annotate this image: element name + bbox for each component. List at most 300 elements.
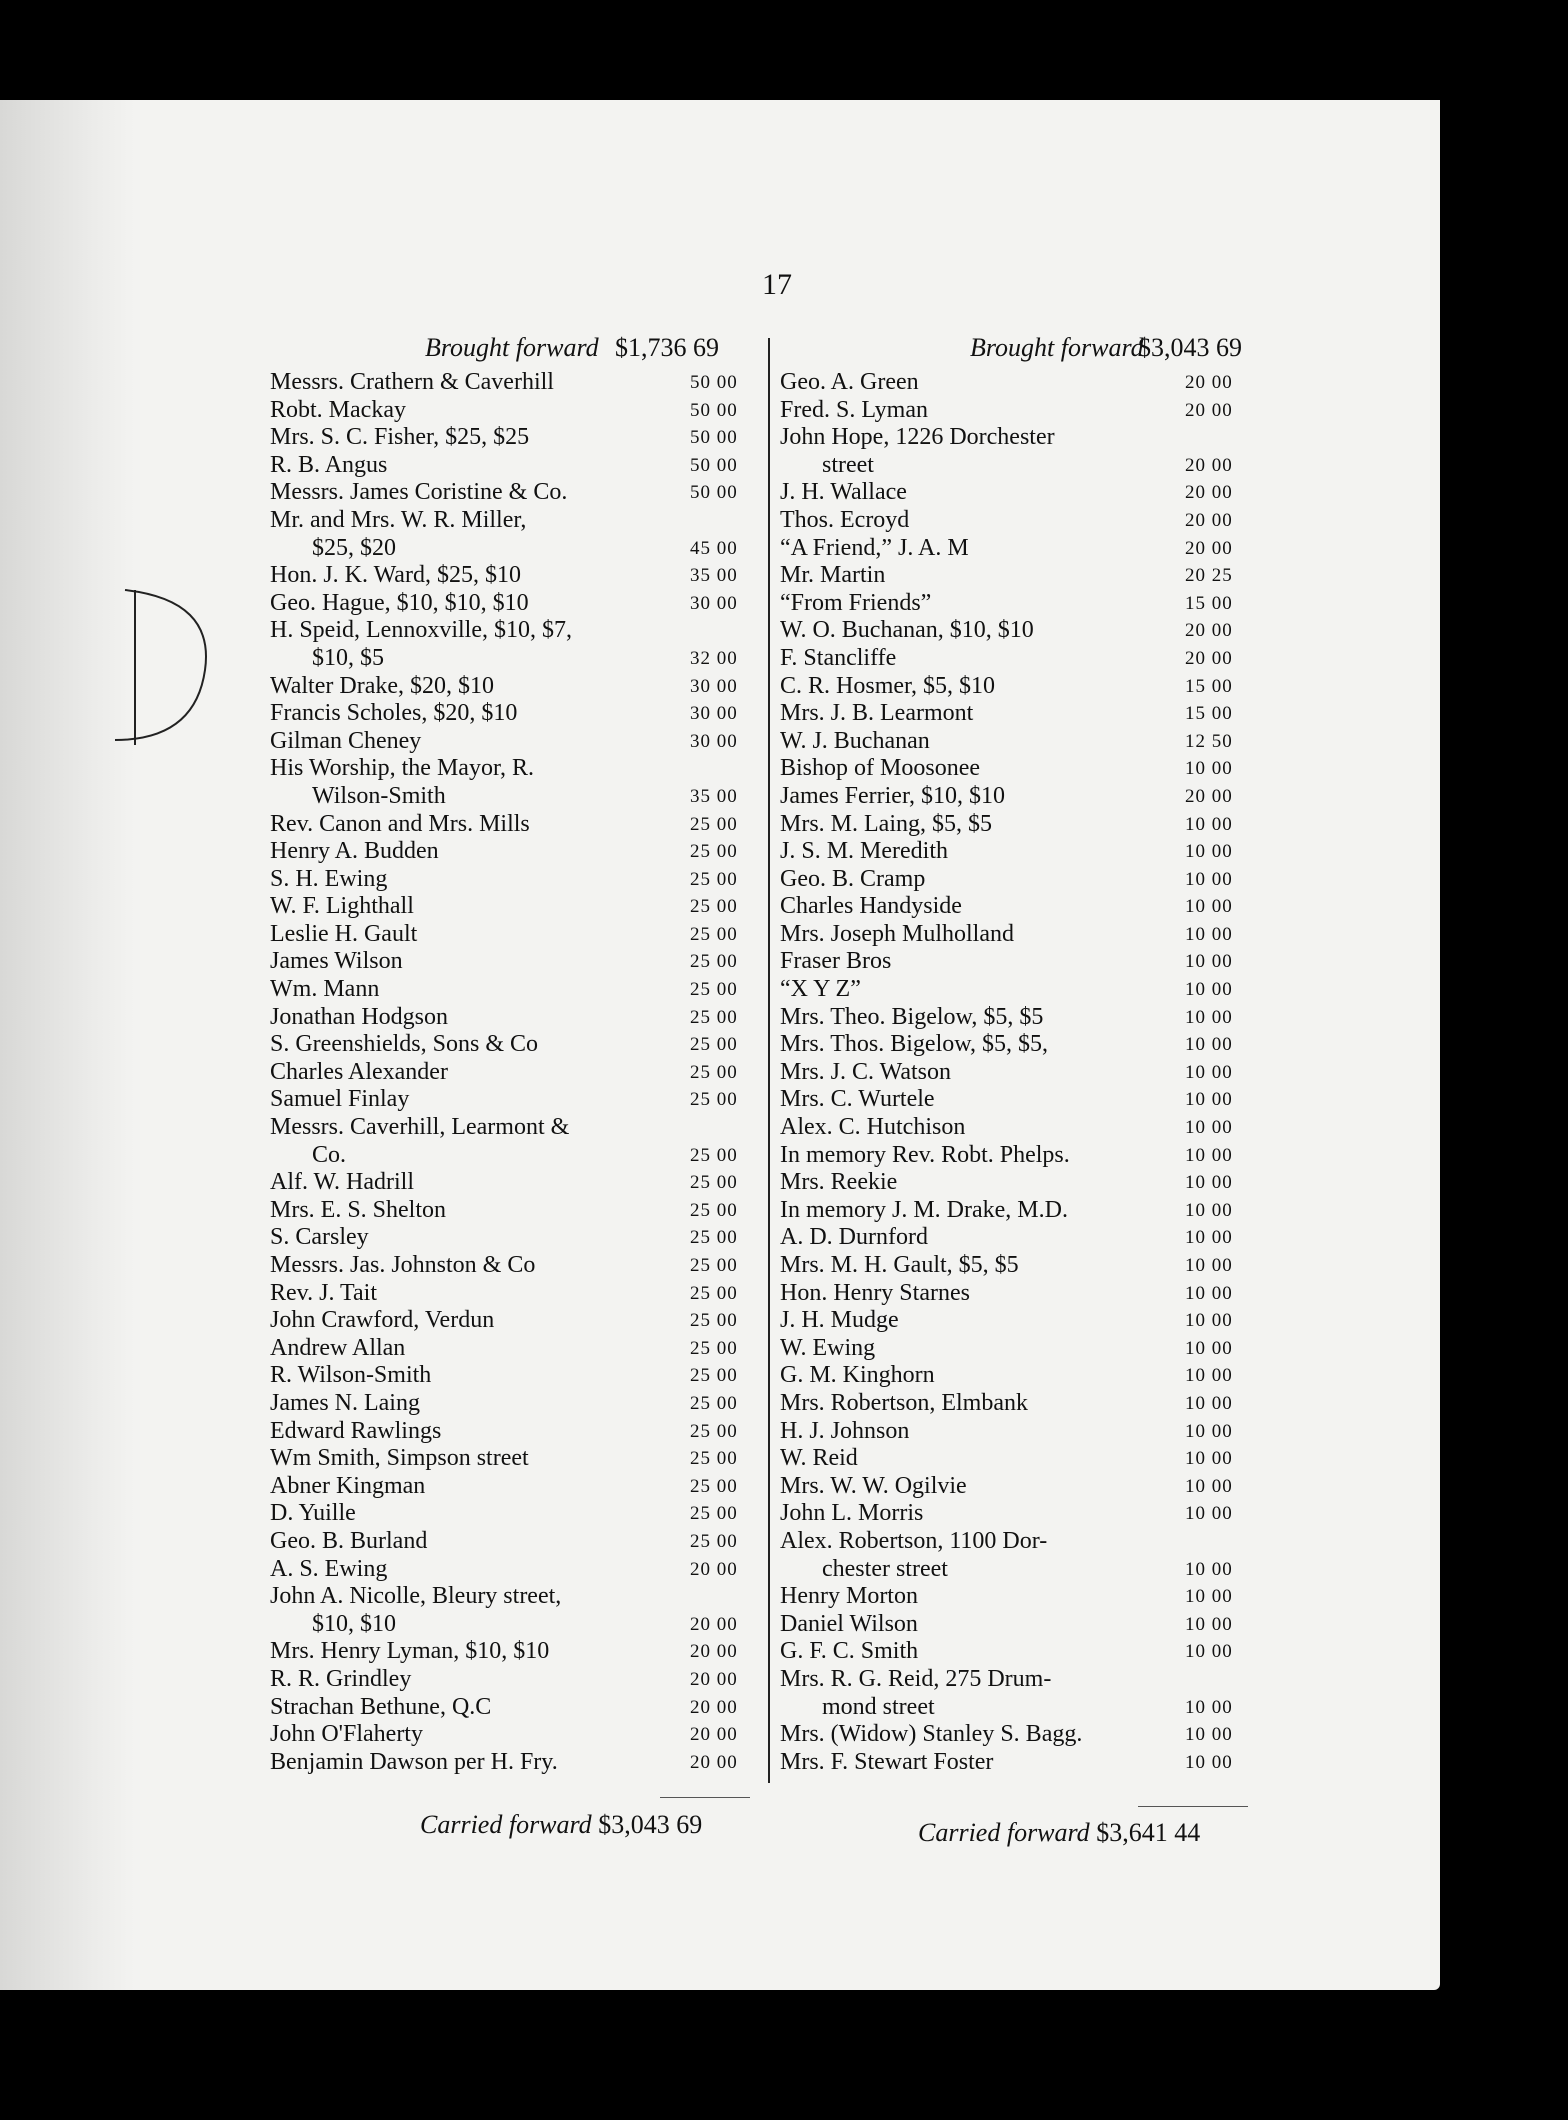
donation-amount: 10 00: [1185, 868, 1233, 890]
list-item: [270, 1086, 770, 1114]
donation-amount: 25 00: [690, 951, 738, 973]
donor-name: Alf. W. Hadrill: [270, 1169, 414, 1196]
donor-name: A. S. Ewing: [270, 1555, 388, 1582]
donor-name: Messrs. Caverhill, Learmont &: [270, 1114, 570, 1141]
donor-name: Fred. S. Lyman: [780, 396, 928, 423]
donation-amount: 25 00: [690, 1420, 738, 1442]
list-item: [780, 1114, 1260, 1142]
donor-name: W. O. Buchanan, $10, $10: [780, 617, 1034, 644]
donation-amount: 10 00: [1185, 1448, 1233, 1470]
list-item: [270, 700, 770, 728]
list-item: [270, 1362, 770, 1390]
donation-amount: 15 00: [1185, 592, 1233, 614]
donor-name: John Crawford, Verdun: [270, 1307, 495, 1334]
list-item: [270, 1749, 770, 1777]
list-item: [270, 811, 770, 839]
donation-amount: 25 00: [690, 1144, 738, 1166]
donor-name: Geo. B. Burland: [270, 1527, 428, 1554]
donation-amount: 10 00: [1185, 1558, 1233, 1580]
donation-amount: 50 00: [690, 427, 738, 449]
list-item: [780, 562, 1260, 590]
donor-name: Mrs. E. S. Shelton: [270, 1196, 447, 1223]
donation-amount: 20 00: [1185, 482, 1233, 504]
donor-name: Wm Smith, Simpson street: [270, 1445, 529, 1472]
donor-name: Charles Handyside: [780, 893, 962, 920]
list-item: [780, 369, 1260, 397]
list-item: [780, 1611, 1260, 1639]
donation-amount: 50 00: [690, 482, 738, 504]
list-item: [780, 866, 1260, 894]
donation-amount: 10 00: [1185, 1227, 1233, 1249]
donation-amount: 20 00: [690, 1696, 738, 1718]
donation-amount: 20 00: [690, 1751, 738, 1773]
list-item: [780, 838, 1260, 866]
list-item: [780, 617, 1260, 645]
list-item: [270, 507, 770, 535]
donor-name: J. H. Mudge: [780, 1307, 899, 1334]
donor-name: Mrs. Joseph Mulholland: [780, 920, 1014, 947]
donation-amount: 25 00: [690, 1392, 738, 1414]
donation-amount: 10 00: [1185, 1282, 1233, 1304]
donation-amount: 15 00: [1185, 703, 1233, 725]
donor-name: Strachan Bethune, Q.C: [270, 1693, 492, 1720]
donor-name: Mr. Martin: [780, 562, 886, 589]
list-item: [780, 1445, 1260, 1473]
list-item: [270, 866, 770, 894]
donor-name: W. F. Lighthall: [270, 893, 414, 920]
donor-name: Mrs. J. B. Learmont: [780, 700, 974, 727]
list-item: [270, 590, 770, 618]
list-item: [270, 1004, 770, 1032]
list-item: [270, 948, 770, 976]
total-rule-right: [1138, 1806, 1248, 1807]
donation-amount: 20 00: [1185, 372, 1233, 393]
list-item: [270, 673, 770, 701]
donation-amount: 25 00: [690, 896, 738, 918]
donor-name: Hon. J. K. Ward, $25, $10: [270, 562, 521, 589]
donation-amount: 25 00: [690, 1006, 738, 1028]
donor-name: W. Ewing: [780, 1334, 876, 1361]
brought-forward-label: Brought forward: [425, 333, 599, 362]
donor-name: S. Carsley: [270, 1224, 369, 1251]
donor-name: $10, $5: [312, 644, 384, 671]
donation-amount: 20 00: [1185, 509, 1233, 531]
donation-amount: 30 00: [690, 703, 738, 725]
donation-amount: 10 00: [1185, 923, 1233, 945]
donation-amount: 25 00: [690, 1255, 738, 1276]
list-item: [270, 562, 770, 590]
donor-name: Fraser Bros: [780, 948, 892, 975]
donor-name: John Hope, 1226 Dorchester: [780, 424, 1055, 451]
total-rule-left: [660, 1797, 750, 1798]
list-item: [780, 673, 1260, 701]
donor-name: H. J. Johnson: [780, 1417, 910, 1444]
list-item: [270, 1721, 770, 1749]
list-item: [270, 1583, 770, 1611]
donor-name: $25, $20: [312, 534, 396, 561]
donor-name: J. H. Wallace: [780, 479, 907, 506]
donation-amount: 20 00: [690, 1668, 738, 1690]
donation-amount: 10 00: [1185, 1006, 1233, 1028]
list-item: [270, 921, 770, 949]
list-item: [780, 1556, 1260, 1584]
list-item: [780, 1749, 1260, 1777]
facing-page-edge: [0, 100, 135, 1990]
donor-name: Mrs. C. Wurtele: [780, 1086, 935, 1113]
donation-amount: 25 00: [690, 1310, 738, 1332]
list-item: [780, 1638, 1260, 1666]
list-item: [780, 1362, 1260, 1390]
donation-amount: 25 00: [690, 1337, 738, 1359]
donation-amount: 20 00: [1185, 537, 1233, 559]
list-item: [780, 1197, 1260, 1225]
donor-name: Samuel Finlay: [270, 1086, 410, 1113]
list-item: [270, 1694, 770, 1722]
donation-amount: 25 00: [690, 841, 738, 863]
list-item: [270, 1224, 770, 1252]
donation-amount: 20 00: [1185, 454, 1233, 476]
donor-name: Mrs. M. Laing, $5, $5: [780, 810, 992, 837]
donor-name: Leslie H. Gault: [270, 920, 418, 947]
list-item: [780, 1721, 1260, 1749]
donor-name: R. R. Grindley: [270, 1665, 412, 1692]
donation-amount: 10 00: [1185, 979, 1233, 1001]
donor-name: Francis Scholes, $20, $10: [270, 700, 518, 727]
donor-name: James Ferrier, $10, $10: [780, 782, 1005, 809]
donor-name: James N. Laing: [270, 1389, 420, 1416]
donation-amount: 10 00: [1185, 758, 1233, 780]
donor-name: Mr. and Mrs. W. R. Miller,: [270, 506, 527, 533]
donation-amount: 25 00: [690, 1503, 738, 1525]
donor-name: Henry A. Budden: [270, 838, 439, 865]
donation-amount: 45 00: [690, 537, 738, 559]
donor-name: chester street: [822, 1555, 948, 1582]
donation-amount: 10 00: [1185, 1117, 1233, 1139]
list-item: [270, 1169, 770, 1197]
carried-forward-label: Carried forward: [420, 1810, 592, 1839]
list-item: [780, 1473, 1260, 1501]
list-item: [780, 1500, 1260, 1528]
donor-name: Edward Rawlings: [270, 1417, 442, 1444]
donor-name: Geo. Hague, $10, $10, $10: [270, 589, 529, 616]
donor-name: In memory Rev. Robt. Phelps.: [780, 1141, 1070, 1168]
donation-amount: 25 00: [690, 1475, 738, 1497]
donor-name: Jonathan Hodgson: [270, 1003, 448, 1030]
list-item: [780, 1004, 1260, 1032]
list-item: [780, 1390, 1260, 1418]
right-rows: [780, 369, 1260, 1776]
donor-name: H. Speid, Lennoxville, $10, $7,: [270, 617, 572, 644]
list-item: [780, 452, 1260, 480]
donor-name: Thos. Ecroyd: [780, 506, 910, 533]
donor-name: Messrs. James Coristine & Co.: [270, 479, 568, 506]
donor-name: Geo. A. Green: [780, 369, 919, 395]
brought-forward-amount: $3,043 69: [1138, 333, 1242, 362]
donation-amount: 10 00: [1185, 1475, 1233, 1497]
donor-name: S. Greenshields, Sons & Co: [270, 1031, 539, 1058]
donation-amount: 10 00: [1185, 1199, 1233, 1221]
left-column: [270, 333, 770, 1776]
donation-amount: 25 00: [690, 1199, 738, 1221]
donation-amount: 10 00: [1185, 1503, 1233, 1525]
left-rows: [270, 369, 770, 1776]
donor-name: Rev. Canon and Mrs. Mills: [270, 810, 530, 837]
donation-amount: 35 00: [690, 785, 738, 807]
donation-amount: 10 00: [1185, 1337, 1233, 1359]
list-item: [780, 507, 1260, 535]
donor-name: Robt. Mackay: [270, 396, 406, 423]
list-item: [780, 755, 1260, 783]
brought-forward-label: Brought forward: [970, 333, 1144, 362]
donation-amount: 25 00: [690, 1172, 738, 1194]
brought-forward-line: [270, 333, 770, 369]
list-item: [270, 1142, 770, 1170]
donation-amount: 10 00: [1185, 1365, 1233, 1387]
donor-name: F. Stancliffe: [780, 644, 897, 671]
list-item: [780, 1307, 1260, 1335]
donation-amount: 30 00: [690, 675, 738, 697]
donation-amount: 30 00: [690, 592, 738, 614]
donor-name: Mrs. Robertson, Elmbank: [780, 1389, 1028, 1416]
list-item: [270, 369, 770, 397]
donation-amount: 25 00: [690, 1282, 738, 1304]
carried-forward-left: [420, 1810, 702, 1840]
donor-name: G. F. C. Smith: [780, 1638, 919, 1665]
list-item: [270, 452, 770, 480]
donation-amount: 10 00: [1185, 1061, 1233, 1083]
donor-name: Co.: [312, 1141, 347, 1168]
donation-amount: 25 00: [690, 1365, 738, 1387]
list-item: [780, 700, 1260, 728]
list-item: [780, 1059, 1260, 1087]
list-item: [270, 1031, 770, 1059]
donation-amount: 20 25: [1185, 565, 1233, 587]
donor-name: Rev. J. Tait: [270, 1279, 377, 1306]
donor-name: mond street: [822, 1693, 935, 1720]
list-item: [270, 1390, 770, 1418]
list-item: [270, 479, 770, 507]
donor-name: In memory J. M. Drake, M.D.: [780, 1196, 1068, 1223]
donation-amount: 10 00: [1185, 1089, 1233, 1111]
donor-name: S. H. Ewing: [270, 865, 388, 892]
donation-amount: 20 00: [690, 1641, 738, 1663]
donation-amount: 32 00: [690, 647, 738, 669]
list-item: [270, 1473, 770, 1501]
donor-name: Mrs. (Widow) Stanley S. Bagg.: [780, 1721, 1083, 1748]
donation-amount: 25 00: [690, 813, 738, 835]
donor-name: D. Yuille: [270, 1500, 356, 1527]
donor-name: A. D. Durnford: [780, 1224, 928, 1251]
donor-name: Bishop of Moosonee: [780, 755, 980, 782]
donor-name: Abner Kingman: [270, 1472, 426, 1499]
donation-amount: 20 00: [690, 1613, 738, 1635]
donation-amount: 20 00: [690, 1558, 738, 1580]
donation-amount: 10 00: [1185, 1392, 1233, 1414]
donor-name: Gilman Cheney: [270, 727, 422, 754]
list-item: [270, 1197, 770, 1225]
list-item: [270, 1252, 770, 1280]
list-item: [780, 1694, 1260, 1722]
donation-amount: 50 00: [690, 454, 738, 476]
list-item: [780, 893, 1260, 921]
list-item: [780, 921, 1260, 949]
list-item: [780, 1142, 1260, 1170]
donor-name: Geo. B. Cramp: [780, 865, 926, 892]
list-item: [270, 1666, 770, 1694]
list-item: [270, 1307, 770, 1335]
donor-name: $10, $10: [312, 1610, 396, 1637]
list-item: [270, 1280, 770, 1308]
list-item: [780, 948, 1260, 976]
donation-amount: 10 00: [1185, 1144, 1233, 1166]
list-item: [270, 1059, 770, 1087]
donation-amount: 25 00: [690, 868, 738, 890]
donor-name: J. S. M. Meredith: [780, 838, 948, 865]
donation-amount: 10 00: [1185, 841, 1233, 863]
list-item: [780, 1280, 1260, 1308]
donation-amount: 20 00: [1185, 620, 1233, 642]
right-column: [780, 333, 1260, 1776]
list-item: [780, 811, 1260, 839]
donation-amount: 50 00: [690, 399, 738, 421]
list-item: [780, 1169, 1260, 1197]
donation-amount: 10 00: [1185, 1641, 1233, 1663]
donation-amount: 25 00: [690, 923, 738, 945]
donation-amount: 20 00: [690, 1724, 738, 1746]
list-item: [780, 1031, 1260, 1059]
list-item: [270, 645, 770, 673]
donation-amount: 10 00: [1185, 1724, 1233, 1746]
list-item: [780, 1335, 1260, 1363]
list-item: [270, 838, 770, 866]
donor-name: Wm. Mann: [270, 976, 380, 1003]
donor-name: Daniel Wilson: [780, 1610, 918, 1637]
donor-name: Mrs. F. Stewart Foster: [780, 1748, 994, 1775]
list-item: [270, 728, 770, 756]
donation-amount: 35 00: [690, 565, 738, 587]
donor-name: “X Y Z”: [780, 976, 861, 1003]
donation-amount: 25 00: [690, 1061, 738, 1083]
donor-name: “A Friend,” J. A. M: [780, 534, 969, 561]
donor-name: John A. Nicolle, Bleury street,: [270, 1583, 562, 1610]
donor-name: John L. Morris: [780, 1500, 924, 1527]
list-item: [780, 1666, 1260, 1694]
donation-amount: 10 00: [1185, 1420, 1233, 1442]
carried-forward-amount: $3,043 69: [598, 1810, 703, 1839]
donation-amount: 10 00: [1185, 1613, 1233, 1635]
donation-amount: 12 50: [1185, 730, 1233, 752]
list-item: [780, 1224, 1260, 1252]
list-item: [270, 893, 770, 921]
donor-name: “From Friends”: [780, 589, 932, 616]
donor-name: G. M. Kinghorn: [780, 1362, 935, 1389]
list-item: [270, 1445, 770, 1473]
carried-forward-right: [918, 1818, 1200, 1848]
list-item: [270, 755, 770, 783]
list-item: [270, 535, 770, 563]
donor-name: Benjamin Dawson per H. Fry.: [270, 1748, 558, 1775]
donation-amount: 20 00: [1185, 647, 1233, 669]
list-item: [780, 1086, 1260, 1114]
list-item: [780, 728, 1260, 756]
list-item: [270, 1114, 770, 1142]
donation-amount: 25 00: [690, 1530, 738, 1552]
list-item: [270, 1335, 770, 1363]
donor-name: R. Wilson-Smith: [270, 1362, 432, 1389]
list-item: [780, 590, 1260, 618]
brought-forward-line: [780, 333, 1260, 369]
pencil-bracket-mark: [95, 570, 215, 760]
list-item: [780, 479, 1260, 507]
list-item: [780, 1418, 1260, 1446]
donation-amount: 25 00: [690, 979, 738, 1001]
donor-name: Andrew Allan: [270, 1334, 406, 1361]
donation-amount: 10 00: [1185, 1310, 1233, 1332]
donor-name: His Worship, the Mayor, R.: [270, 755, 534, 782]
donor-name: Mrs. W. W. Ogilvie: [780, 1472, 967, 1499]
donation-amount: 10 00: [1185, 813, 1233, 835]
donation-amount: 10 00: [1185, 1586, 1233, 1608]
donation-amount: 10 00: [1185, 1696, 1233, 1718]
list-item: [270, 617, 770, 645]
carried-forward-amount: $3,641 44: [1096, 1818, 1201, 1847]
donor-name: Wilson-Smith: [312, 782, 446, 809]
donation-amount: 25 00: [690, 1034, 738, 1056]
donation-amount: 25 00: [690, 1227, 738, 1249]
donor-name: W. J. Buchanan: [780, 727, 930, 754]
list-item: [270, 1638, 770, 1666]
donor-name: Messrs. Jas. Johnston & Co: [270, 1252, 536, 1278]
list-item: [780, 535, 1260, 563]
donor-name: street: [822, 451, 874, 478]
donor-name: Henry Morton: [780, 1583, 918, 1610]
list-item: [780, 1252, 1260, 1280]
donor-name: C. R. Hosmer, $5, $10: [780, 672, 996, 699]
list-item: [780, 645, 1260, 673]
donation-amount: 25 00: [690, 1448, 738, 1470]
list-item: [270, 783, 770, 811]
list-item: [270, 424, 770, 452]
donor-name: W. Reid: [780, 1445, 858, 1472]
donation-amount: 10 00: [1185, 896, 1233, 918]
donor-name: Messrs. Crathern & Caverhill: [270, 369, 554, 395]
donation-amount: 10 00: [1185, 1172, 1233, 1194]
list-item: [270, 976, 770, 1004]
list-item: [270, 1500, 770, 1528]
donor-name: Mrs. J. C. Watson: [780, 1058, 951, 1085]
donor-name: Mrs. Henry Lyman, $10, $10: [270, 1638, 550, 1665]
donor-name: Mrs. R. G. Reid, 275 Drum-: [780, 1665, 1052, 1692]
list-item: [780, 1528, 1260, 1556]
donor-name: Walter Drake, $20, $10: [270, 672, 494, 699]
brought-forward-amount: $1,736 69: [615, 333, 719, 362]
donor-name: R. B. Angus: [270, 451, 388, 478]
donation-amount: 20 00: [1185, 785, 1233, 807]
donor-name: Alex. Robertson, 1100 Dor-: [780, 1527, 1048, 1554]
donor-name: James Wilson: [270, 948, 403, 975]
donor-name: John O'Flaherty: [270, 1721, 423, 1748]
donor-name: Alex. C. Hutchison: [780, 1114, 966, 1141]
donation-amount: 10 00: [1185, 1255, 1233, 1276]
page-number: 17: [762, 268, 792, 301]
donor-name: Mrs. Theo. Bigelow, $5, $5: [780, 1003, 1044, 1030]
donor-name: Charles Alexander: [270, 1058, 448, 1085]
list-item: [780, 397, 1260, 425]
list-item: [270, 1418, 770, 1446]
list-item: [270, 1556, 770, 1584]
list-item: [270, 1611, 770, 1639]
donor-name: Mrs. M. H. Gault, $5, $5: [780, 1252, 1019, 1278]
